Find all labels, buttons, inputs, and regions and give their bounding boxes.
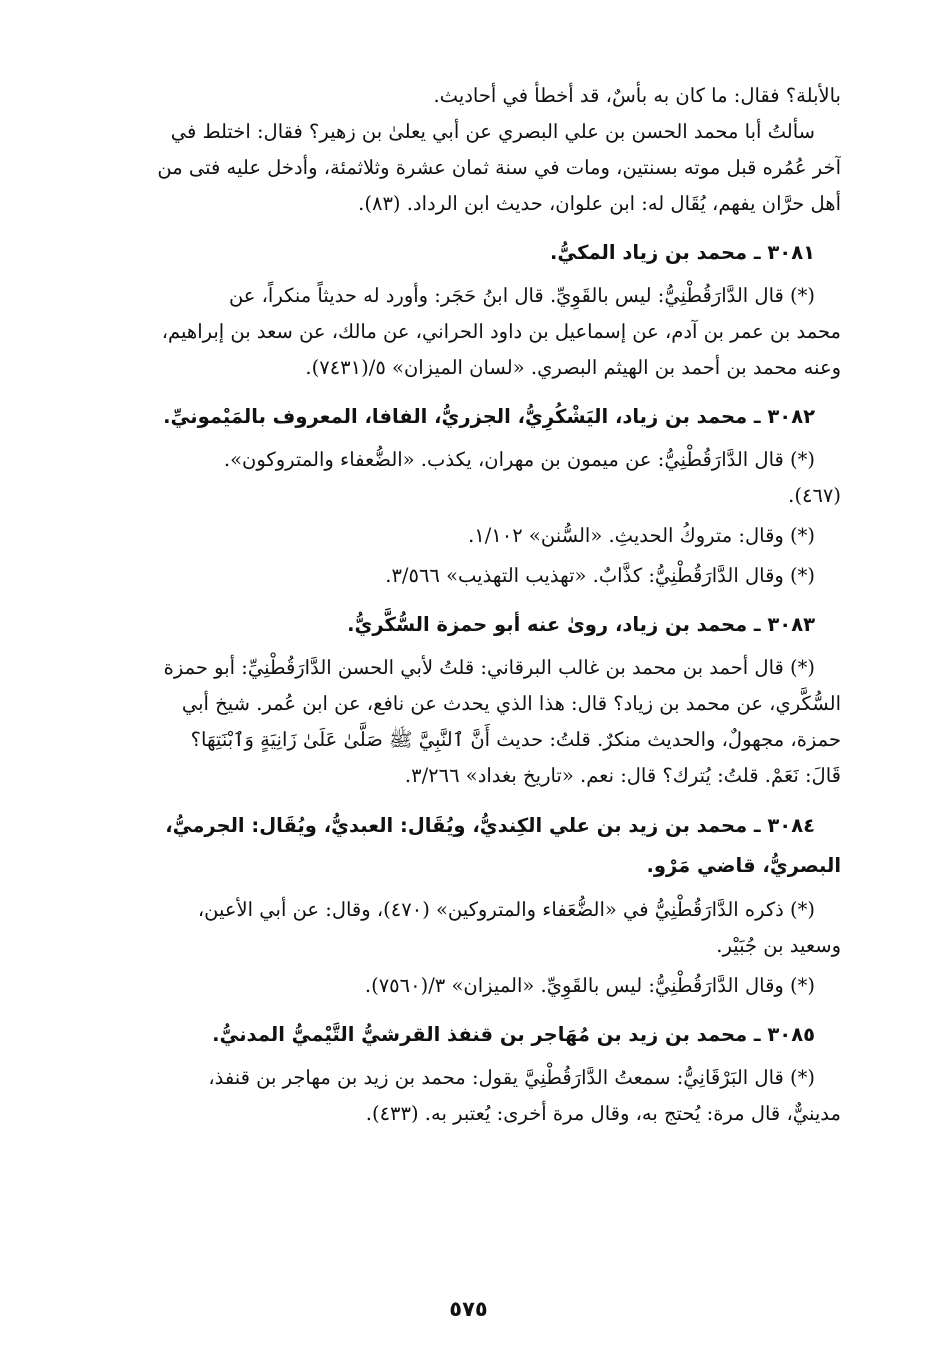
entry-3085 <box>96 1016 841 1132</box>
entry-heading: ٣٠٨١ ـ محمد بن زياد المكيُّ. <box>550 241 815 264</box>
entry-line: السُّكَّري، عن محمد بن زياد؟ قال: هذا الذي يحدث عن نافع، عن ابن عُمر. شيخ أبي <box>181 692 841 715</box>
entry-heading: ٣٠٨٥ ـ محمد بن زيد بن مُهَاجر بن قنفذ القرشيُّ التَّيْميُّ المدنيُّ. <box>212 1023 815 1046</box>
entry-3084 <box>96 806 841 1004</box>
intro-line: أهل حرَّان يفهم، يُقَال له: ابن علوان، حديث ابن الرداد. (٨٣). <box>358 192 841 215</box>
entry-quote <box>96 968 841 1004</box>
entry-line: (*) قال الدَّارَقُطْنِيُّ: عن ميمون بن مهران، يكذب. «الضُّعفاء والمتروكون». <box>223 448 815 471</box>
entry-quote <box>96 278 841 386</box>
entry-3082 <box>96 398 841 594</box>
intro-line: آخر عُمُره قبل موته بسنتين، ومات في سنة ثمان عشرة وثلاثمئة، وأدخل عليه فتى من <box>157 156 841 179</box>
entry-line: (٤٦٧). <box>788 484 841 507</box>
entry-quote <box>96 1060 841 1132</box>
entry-line: وعنه محمد بن أحمد بن الهيثم البصري. «لسان الميزان» ٥/(٧٤٣١). <box>305 356 841 379</box>
entry-heading: ٣٠٨٢ ـ محمد بن زياد، اليَشْكُرِيُّ، الجزريُّ، الفافا، المعروف بالمَيْمونيِّ. <box>163 405 815 428</box>
entry-line: حمزة، مجهولٌ، والحديث منكرٌ. قلتُ: حديث أَنَّ ٱلنَّبِيَّ ﷺ صَلَّىٰ عَلَىٰ زَانِيَةٍ وَٱبْنَتِهَا؟ <box>190 728 841 751</box>
entry-quote <box>96 650 841 794</box>
entry-3083 <box>96 606 841 794</box>
entry-line: (*) وقال: متروكُ الحديثِ. «السُّنن» ١/١٠٢. <box>468 524 815 547</box>
entry-line: (*) قال البَرْقَانِيُّ: سمعتُ الدَّارَقُطْنِيَّ يقول: محمد بن زيد بن مهاجر بن قنفذ، <box>208 1066 815 1089</box>
intro-line: بالأبلة؟ فقال: ما كان به بأسٌ، قد أخطأ في أحاديث. <box>433 84 841 107</box>
entry-line: (*) وقال الدَّارَقُطْنِيُّ: ليس بالقَوِيِّ. «الميزان» ٣/(٧٥٦٠). <box>364 974 815 997</box>
entry-line: (*) وقال الدَّارَقُطْنِيُّ: كذَّابٌ. «تهذيب التهذيب» ٣/٥٦٦. <box>385 564 815 587</box>
intro-paragraph <box>96 78 841 222</box>
entry-heading: ٣٠٨٣ ـ محمد بن زياد، روىٰ عنه أبو حمزة السُّكَّريُّ. <box>347 613 815 636</box>
entry-quote <box>96 442 841 514</box>
entry-line: قَالَ: نَعَمْ. قلتُ: يُترك؟ قال: نعم. «تاريخ بغداد» ٣/٢٦٦. <box>404 764 841 787</box>
entry-quote <box>96 892 841 964</box>
entry-heading: البصريُّ، قاضي مَرْو. <box>646 854 841 877</box>
page-number: ٥٧٥ <box>449 1297 488 1321</box>
entry-line: (*) قال الدَّارَقُطْنِيُّ: ليس بالقَوِيِّ. قال ابنُ حَجَر: وأورد له حديثاً منكراً، عن <box>228 284 815 307</box>
entry-quote <box>96 558 841 594</box>
entry-line: (*) قال أحمد بن محمد بن غالب البرقاني: قلتُ لأبي الحسن الدَّارَقُطْنِيِّ: أبو حمزة <box>163 656 815 679</box>
intro-line: سألتُ أبا محمد الحسن بن علي البصري عن أبي يعلىٰ بن زهير؟ فقال: اختلط في <box>170 120 815 143</box>
entry-line: وسعيد بن جُبَيْر. <box>716 934 841 957</box>
entry-line: مدينيٌّ، قال مرة: يُحتج به، وقال مرة أخرى: يُعتبر به. (٤٣٣). <box>365 1102 841 1125</box>
entry-quote <box>96 518 841 554</box>
entry-heading: ٣٠٨٤ ـ محمد بن زيد بن علي الكِنديُّ، ويُقَال: العبديُّ، ويُقَال: الجرميُّ، <box>165 814 815 837</box>
entry-3081 <box>96 234 841 386</box>
entry-line: محمد بن عمر بن آدم، عن إسماعيل بن داود الحراني، عن مالك، عن سعد بن إبراهيم، <box>161 320 841 343</box>
entry-line: (*) ذكره الدَّارَقُطْنِيُّ في «الضُّعَفاء والمتروكين» (٤٧٠)، وقال: عن أبي الأعين، <box>197 898 815 921</box>
